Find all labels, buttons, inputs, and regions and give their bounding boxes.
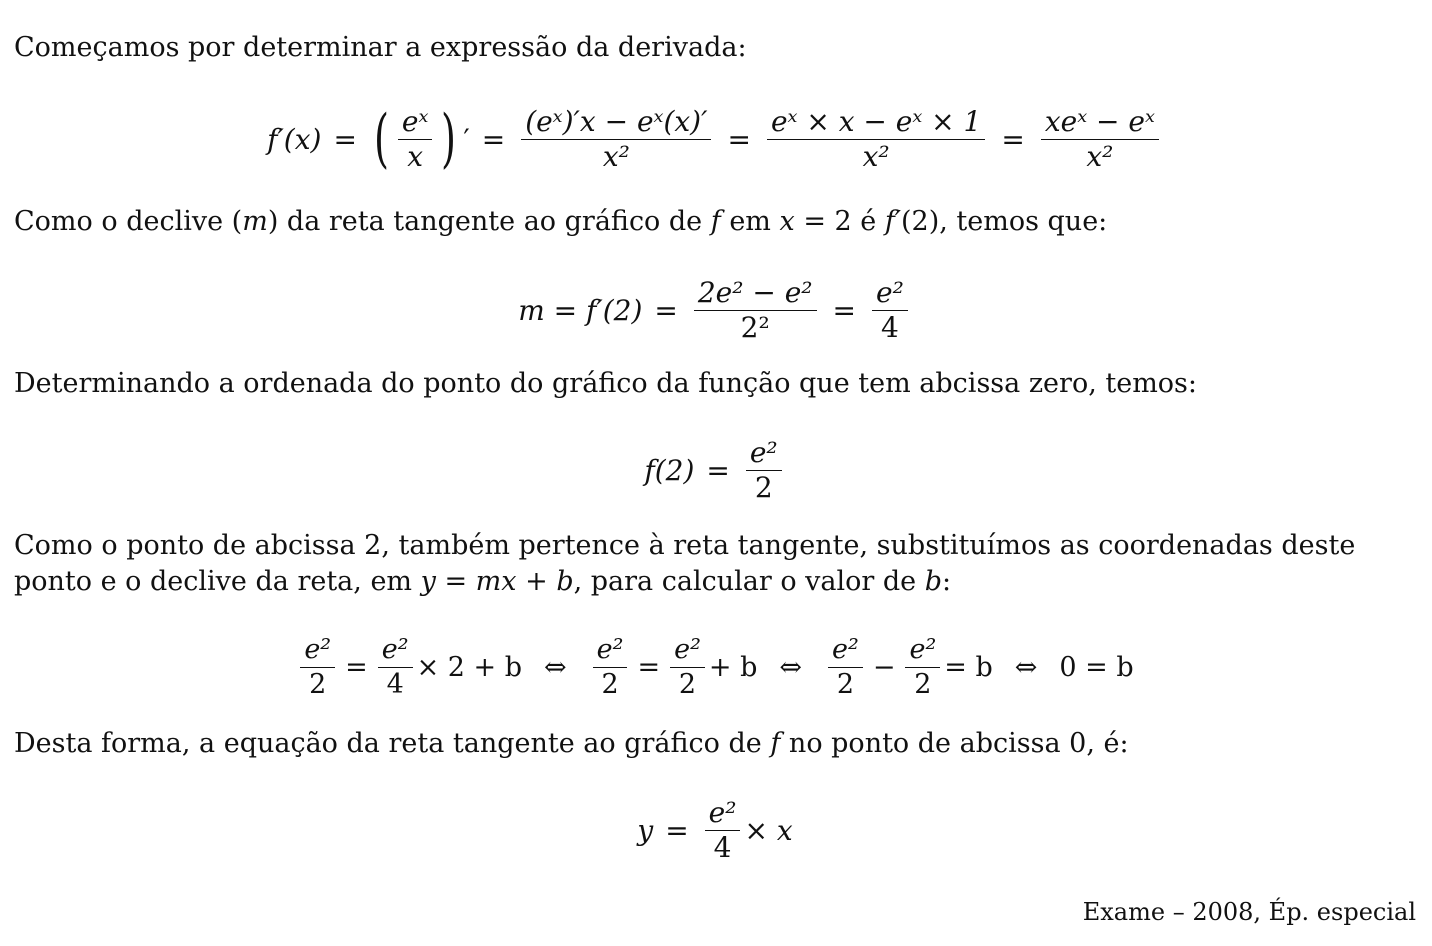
p5-text-2: no ponto de abcissa 0, é: [780,728,1129,759]
slope-equation [14,268,1416,352]
substitution-paragraph [14,528,1416,600]
p2-f: f [710,206,721,237]
eq1-frac1 [521,105,711,174]
eq4-equals-1: = [345,651,368,683]
p4-text-5: : [942,566,952,597]
eq2-frac2 [872,276,908,345]
eq4-term-1: × 2 + b [416,651,523,683]
eq1-equals-4: = [1001,122,1025,156]
derivative-equation [14,96,1416,182]
eq3-frac-num: e² [749,435,778,469]
p5-f: f [770,728,781,759]
eq1-frac1-num: (eˣ)′x − eˣ(x)′ [525,104,708,138]
eq2-equals-2: = [832,293,856,327]
eq2-frac2-num: e² [876,275,904,309]
eq4-f2-num: e² [381,633,409,665]
eq4-f1 [300,633,335,702]
eq3-frac [746,436,782,505]
eq1-prime: ′ [463,122,470,156]
eq2-frac1-den: 2² [740,310,770,344]
eq1-equals-3: = [727,122,751,156]
eq4-f4 [670,633,705,702]
eq4-f6 [905,633,940,702]
p2-text-5: (2), temos que: [900,206,1108,237]
p2-text-2: ) da reta tangente ao gráfico de [267,206,711,237]
p4-text-4: , para calcular o valor de [573,566,925,597]
eq5-lhs: y [637,813,654,847]
eq4-f4-den: 2 [678,668,697,700]
eq4-term-2: + b [708,651,758,683]
eq2-equals-1: = [654,293,678,327]
eq3-frac-den: 2 [754,470,773,504]
eq1-frac0-num: eˣ [401,104,429,138]
p2-text-1: Como o declive ( [14,206,243,237]
eq1-left-paren: ( [373,102,389,176]
p4-text-3: + [516,566,557,597]
eq1-frac3-den: x² [1086,139,1114,173]
eq4-f5-den: 2 [836,668,855,700]
eq4-f3-den: 2 [601,668,619,700]
eq4-equals-2: = [637,651,661,683]
eq4-f6-den: 2 [914,668,932,700]
eq2-frac1-num: 2e² − e² [697,275,813,309]
eq4-term-4: 0 = b [1059,651,1134,683]
tangent-line-equation [14,788,1416,872]
eq1-frac2 [767,105,985,174]
eq4-f6-num: e² [909,633,937,665]
p3-text: Determinando a ordenada do ponto do gráfico da função que tem abcissa zero, temos: [14,368,1198,399]
eq2-frac1 [694,276,817,345]
p4-text-1: Como o ponto de abcissa 2, também pertence à reta tangente, substituímos as coordenadas deste ponto e o declive da reta, em [14,530,1356,597]
eq4-f4-num: e² [674,633,701,665]
eq5-frac-num: e² [708,795,737,829]
eq4-iff-2: ⇔ [779,651,803,683]
p4-mx: mx [475,566,517,597]
eq2-lhs: m = f′(2) [518,293,643,327]
eq5-frac-den: 4 [713,830,732,864]
eq1-frac1-den: x² [602,139,630,173]
eq3-lhs: f(2) [644,453,695,487]
eq1-frac3 [1041,105,1159,174]
p2-text-3: em [720,206,780,237]
p4-b2: b [924,566,943,597]
eq5-equals: = [665,813,689,847]
exam-source: Exame – 2008, Ép. especial [1082,898,1416,926]
p4-y: y [420,566,436,597]
eq1-frac0 [398,105,433,174]
slope-paragraph [14,204,1416,240]
eq4-f2 [378,633,413,702]
eq1-equals-2: = [481,122,506,156]
eq1-equals-1: = [333,122,357,156]
intro-paragraph [14,30,1416,66]
eq1-frac2-den: x² [862,139,890,173]
intro-text: Começamos por determinar a expressão da derivada: [14,32,747,63]
p4-text-2: = [435,566,476,597]
eq4-iff-3: ⇔ [1014,651,1038,683]
p5-text-1: Desta forma, a equação da reta tangente ao gráfico de [14,728,771,759]
p4-b: b [556,566,574,597]
eq4-f3 [593,633,628,702]
p2-text-4: = 2 é [794,206,885,237]
solve-b-equation [14,624,1416,710]
eq5-frac [705,796,741,865]
p2-m: m [242,206,268,237]
eq5-tail: × x [744,813,793,847]
eq1-frac0-den: x [407,139,424,173]
eq4-f5-num: e² [832,633,859,665]
eq4-f2-den: 4 [386,668,404,700]
eq1-lhs: f′(x) [267,122,322,156]
ordinate-paragraph [14,366,1416,402]
ordinate-equation [14,428,1416,512]
eq4-iff-1: ⇔ [544,651,567,683]
eq4-f1-den: 2 [309,668,327,700]
p2-fprime: f′ [884,206,901,237]
eq4-f3-num: e² [596,633,624,665]
eq4-f5 [828,633,863,702]
eq1-frac3-num: xeˣ − eˣ [1044,104,1155,138]
eq2-frac2-den: 4 [880,310,899,344]
eq1-right-paren: ) [441,102,457,176]
eq4-f1-num: e² [304,633,332,665]
eq3-equals: = [706,453,730,487]
eq4-minus: − [872,651,896,683]
p2-x: x [779,206,795,237]
eq4-term-3: = b [944,651,993,683]
eq1-frac2-num: eˣ × x − eˣ × 1 [770,104,982,138]
conclusion-paragraph [14,726,1416,762]
